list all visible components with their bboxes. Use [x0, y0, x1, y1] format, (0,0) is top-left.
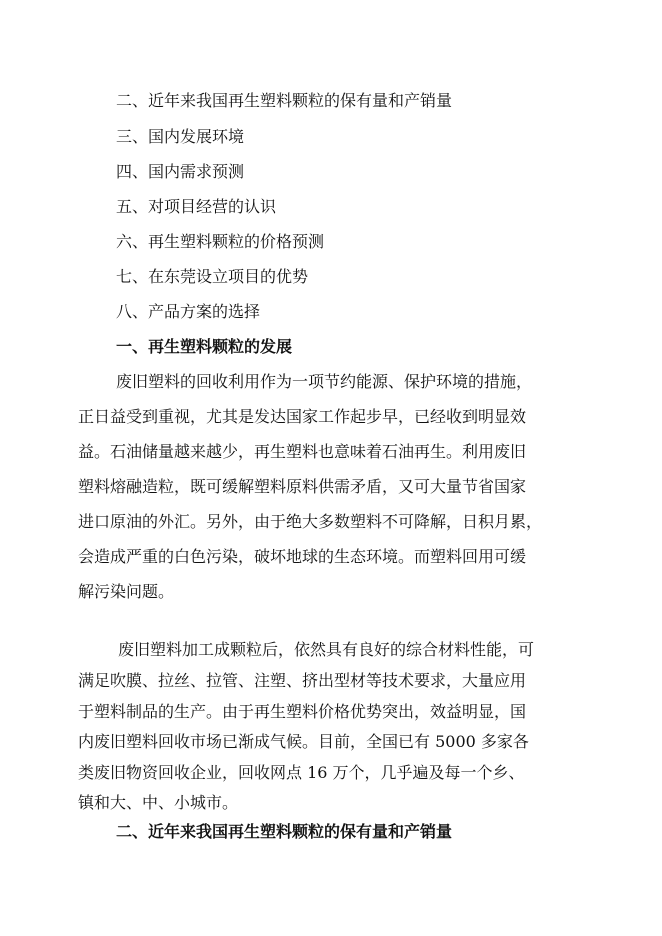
toc-item-5: 五、对项目经营的认识 [116, 197, 277, 216]
paragraph-line: 镇和大、中、小城市。 [78, 793, 239, 812]
section-heading-1: 一、再生塑料颗粒的发展 [116, 337, 293, 356]
paragraph-line: 于塑料制品的生产。由于再生塑料价格优势突出，效益明显，国 [78, 702, 527, 721]
paragraph-line: 满足吹膜、拉丝、拉管、注塑、挤出型材等技术要求，大量应用 [78, 671, 527, 690]
toc-item-8: 八、产品方案的选择 [116, 302, 261, 321]
paragraph-line: 会造成严重的白色污染，破坏地球的生态环境。而塑料回用可缓 [78, 547, 527, 566]
paragraph-line: 内废旧塑料回收市场已渐成气候。目前，全国已有 5000 多家各 [78, 732, 529, 751]
paragraph-line: 类废旧物资回收企业，回收网点 16 万个，几乎遍及每一个乡、 [78, 763, 525, 782]
paragraph-line: 进口原油的外汇。另外，由于绝大多数塑料不可降解，日积月累， [78, 512, 543, 531]
paragraph-line: 废旧塑料的回收利用作为一项节约能源、保护环境的措施， [116, 372, 533, 391]
toc-item-6: 六、再生塑料颗粒的价格预测 [116, 232, 325, 251]
paragraph-line: 塑料熔融造粒，既可缓解塑料原料供需矛盾，又可大量节省国家 [78, 477, 527, 496]
paragraph-line: 解污染问题。 [78, 582, 175, 601]
toc-item-7: 七、在东莞设立项目的优势 [116, 267, 309, 286]
toc-item-4: 四、国内需求预测 [116, 162, 245, 181]
section-heading-2: 二、近年来我国再生塑料颗粒的保有量和产销量 [116, 822, 453, 841]
toc-item-3: 三、国内发展环境 [116, 127, 245, 146]
paragraph-line: 益。石油储量越来越少，再生塑料也意味着石油再生。利用废旧 [78, 442, 527, 461]
toc-item-2: 二、近年来我国再生塑料颗粒的保有量和产销量 [116, 91, 453, 110]
paragraph-line: 正日益受到重视，尤其是发达国家工作起步早，已经收到明显效 [78, 407, 527, 426]
paragraph-line: 废旧塑料加工成颗粒后，依然具有良好的综合材料性能，可 [118, 640, 535, 659]
